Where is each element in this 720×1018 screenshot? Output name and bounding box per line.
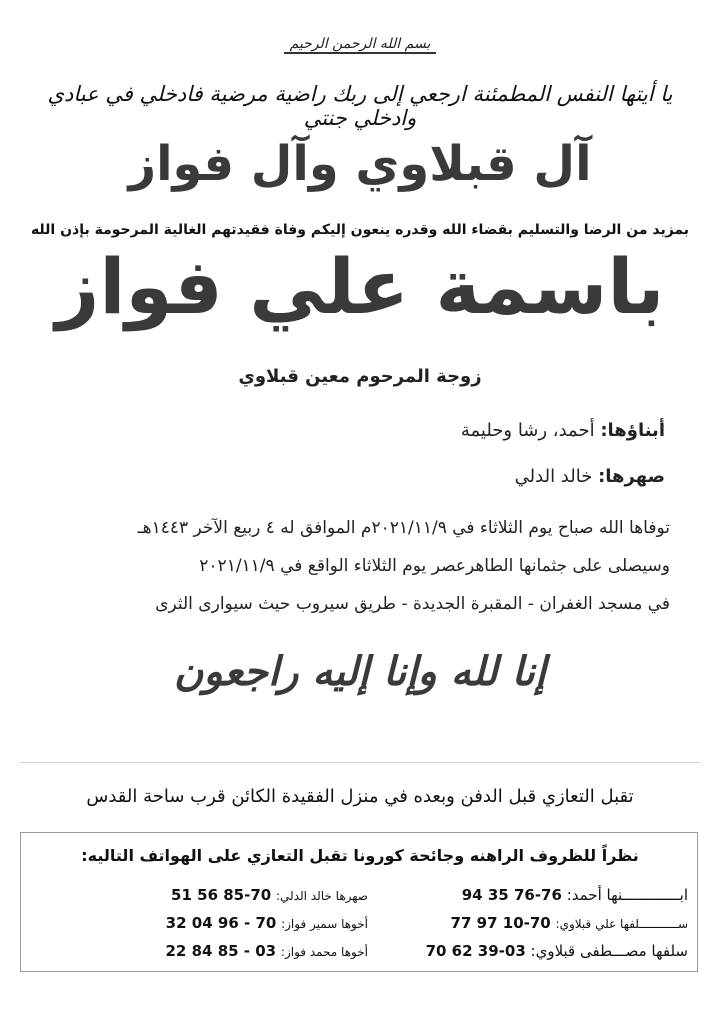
son-in-law-line <box>40 466 665 487</box>
mourning-phrase: إنا لله وإنا إليه راجعون <box>173 648 547 695</box>
quran-verse: يا أيتها النفس المطمئنة ارجعي إلى ربك راضية مرضية فادخلي في عبادي وادخلي جنتي <box>47 82 673 130</box>
phone-number: 76-76 35 94 <box>461 886 562 904</box>
deceased-name: باسمة علي فواز <box>55 242 665 331</box>
phone-box-title: نظراً للظروف الراهنه وجائحة كورونا تقبل التعازي على الهواتف التاليه: <box>81 846 639 865</box>
phone-contact: سلفها مصـــطفى قبلاوي: <box>530 942 688 960</box>
basmala <box>0 36 720 52</box>
death-line-3: في مسجد الغفران - المقبرة الجديدة - طريق سيروب حيث سيوارى الثرى <box>155 594 670 614</box>
family-names: آل قبلاوي وآل فواز <box>128 136 592 192</box>
basmala-text: بسم الله الرحمن الرحيم <box>284 36 437 54</box>
phone-entry <box>68 942 368 960</box>
phone-entry <box>368 914 688 932</box>
phone-contact: ابـــــــــــــنها أحمد: <box>566 886 688 904</box>
phone-contact: أخوها سمير فواز: <box>281 917 368 931</box>
death-line-2: وسيصلى على جثمانها الطاهرعصر يوم الثلاثاء الواقع في ٢٠٢١/١١/٩ <box>199 556 670 576</box>
phone-contact: ســـــــــــلفها علي قبلاوي: <box>555 917 688 931</box>
phone-entry <box>368 886 688 904</box>
death-line-1: توفاها الله صباح يوم الثلاثاء في ٢٠٢١/١١/٩م الموافق له ٤ ربيع الآخر ١٤٤٣هـ <box>137 518 670 538</box>
phone-number: 70 - 96 04 32 <box>165 914 277 932</box>
announcement: بمزيد من الرضا والتسليم بقضاء الله وقدره ينعون إليكم وفاة فقيدتهم الغالية المرحومة بإذن الله <box>30 222 690 238</box>
sons-label: أبناؤها: <box>600 420 665 441</box>
phone-entry <box>68 914 368 932</box>
sons-value: أحمد، رشا وحليمة <box>460 420 595 441</box>
son-in-law-value: خالد الدلي <box>514 466 593 487</box>
phone-entry <box>368 942 688 960</box>
phone-entry <box>68 886 368 904</box>
sons-line <box>40 420 665 441</box>
phone-number: 03 - 85 84 22 <box>165 942 277 960</box>
phone-number: 70-85 56 51 <box>171 886 272 904</box>
phone-number: 03-39 62 70 <box>425 942 526 960</box>
phone-contact: صهرها خالد الدلي: <box>276 889 368 903</box>
phone-number: 70-10 97 77 <box>450 914 551 932</box>
wife-of: زوجة المرحوم معين قبلاوي <box>238 366 482 387</box>
phone-contact: أخوها محمد فواز: <box>280 945 368 959</box>
condolence-note: تقبل التعازي قبل الدفن وبعده في منزل الفقيدة الكائن قرب ساحة القدس <box>86 786 634 807</box>
son-in-law-label: صهرها: <box>598 466 665 487</box>
divider <box>20 762 700 763</box>
